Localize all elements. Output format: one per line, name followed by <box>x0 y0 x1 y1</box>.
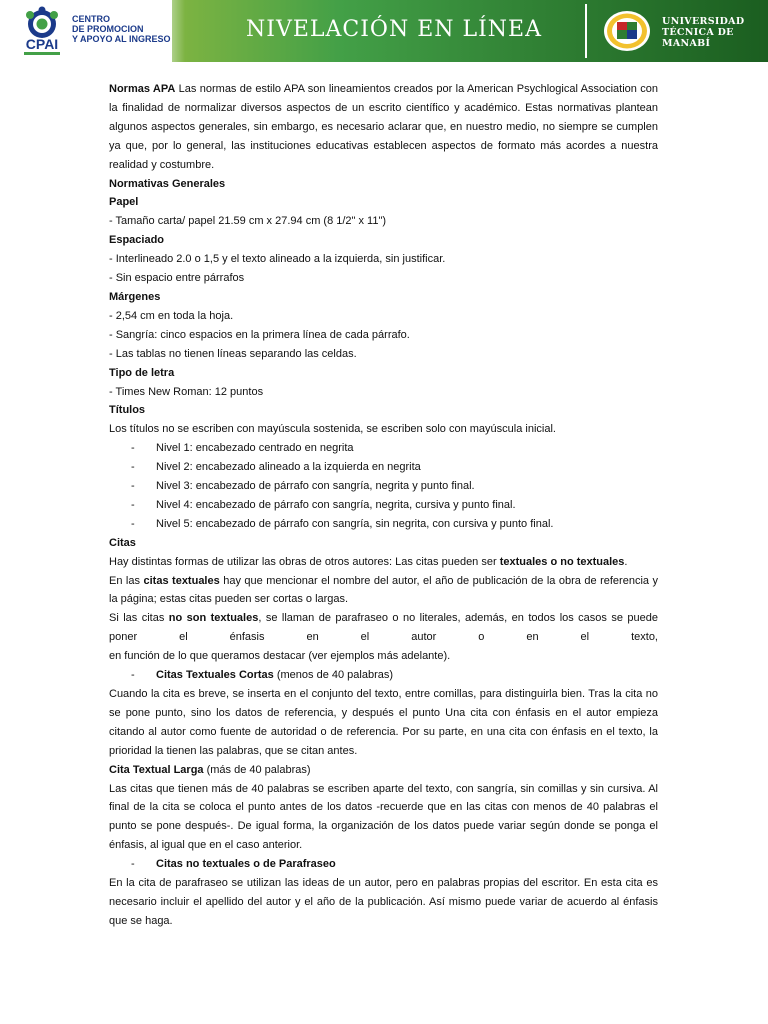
subheading-larga <box>109 761 658 780</box>
tipo-letra-item-1: - Times New Roman: 12 puntos <box>109 385 264 398</box>
larga-title: Cita Textual Larga <box>109 763 204 776</box>
list-dash: - <box>131 669 135 682</box>
citas-paragraph-3-end: en función de lo que queramos destacar (ver ejemplos más adelante). <box>109 650 451 663</box>
list-item <box>109 439 658 458</box>
citas-p3-c: , se llaman de parafraseo o no literales, además, en todos los casos se puede poner el énfasis en el autor o en el texto, <box>109 612 659 644</box>
citas-p2-b: citas textuales <box>143 574 220 587</box>
heading-margenes: Márgenes <box>109 290 161 303</box>
citas-p2-c: hay que mencionar el nombre del autor, el año de publicación de la obra de referencia y la página; estas citas pueden ser cortas o largas. <box>109 574 658 606</box>
nivel-5: Nivel 5: encabezado de párrafo con sangría, sin negrita, con cursiva y punto final. <box>156 517 554 530</box>
citas-p3-b: no son textuales <box>168 612 259 625</box>
university-line-3: MANABÍ <box>662 38 711 49</box>
citas-paragraph-2 <box>109 572 658 610</box>
titulos-text: Los títulos no se escriben con mayúscula sostenida, se escriben solo con mayúscula inicial. <box>109 423 556 436</box>
cpai-line-3: Y APOYO AL INGRESO <box>72 34 171 44</box>
citas-p2-a: En las <box>109 574 144 587</box>
section-normativas: Normativas Generales <box>109 177 226 190</box>
cpai-name: CPAI <box>25 36 59 52</box>
cpai-line-2: DE PROMOCION <box>72 24 144 34</box>
parafraseo-title: Citas no textuales o de Parafraseo <box>156 858 336 871</box>
nivel-4: Nivel 4: encabezado de párrafo con sangría, negrita, cursiva y punto final. <box>156 498 516 511</box>
cpai-logo-icon <box>14 6 70 58</box>
margenes-item-3: - Las tablas no tienen líneas separando las celdas. <box>109 347 357 360</box>
university-line-1: UNIVERSIDAD <box>662 16 745 27</box>
subheading-cortas <box>109 666 658 685</box>
cpai-subtitle <box>72 14 171 44</box>
list-dash: - <box>131 442 135 455</box>
cpai-line-1: CENTRO <box>72 14 110 24</box>
list-item <box>109 515 658 534</box>
citas-p3-a: Si las citas <box>109 612 169 625</box>
list-item <box>109 477 658 496</box>
university-seal-icon <box>603 10 651 52</box>
larga-paragraph: Las citas que tienen más de 40 palabras se escriben aparte del texto, con sangría, sin comillas y sin cursiva. Al final de la cita se coloca el punto antes de los datos -recuerde que en las citas con menos de 40 palabras el punto se pone después-. De igual forma, la organización de los datos puede variar según donde se ponga el énfasis, al igual que en el caso anterior. <box>109 782 658 852</box>
document-body <box>109 80 658 931</box>
heading-tipo-letra: Tipo de letra <box>109 366 175 379</box>
list-item <box>109 458 658 477</box>
cortas-title: Citas Textuales Cortas <box>156 669 274 682</box>
banner-title: NIVELACIÓN EN LÍNEA <box>246 17 542 42</box>
heading-papel: Papel <box>109 196 139 209</box>
list-dash: - <box>131 498 135 511</box>
heading-titulos: Títulos <box>109 404 146 417</box>
citas-p1-a: Hay distintas formas de utilizar las obras de otros autores: Las citas pueden ser <box>109 555 500 568</box>
list-dash: - <box>131 461 135 474</box>
list-dash: - <box>131 858 135 871</box>
citas-p1-b: textuales o no textuales <box>499 555 625 568</box>
list-dash: - <box>131 517 135 530</box>
intro-text: Las normas de estilo APA son lineamientos creados por la American Psychlogical Association con la finalidad de normalizar diversos aspectos de un escrito científico y académico. Estas normativas plantean algunos aspectos generales, sin embargo, es necesario aclarar que, en nuestro medio, no siempre se cumplen ya que, por lo general, las instituciones educativas establecen aspectos de formato más acordes a nuestra realidad y costumbre. <box>109 83 658 171</box>
citas-paragraph-1 <box>109 553 658 572</box>
intro-paragraph <box>109 80 658 175</box>
cortas-paragraph: Cuando la cita es breve, se inserta en el conjunto del texto, entre comillas, para distinguirla bien. Tras la cita no se pone punto, sino los datos de referencia, y después el punto Una cita con énfasis en el autor empieza citando al autor como fuente de autoridad o de referencia. Por su parte, en una cita con énfasis en el texto, la prioridad la tienen las palabras, que se citan antes. <box>109 688 658 757</box>
list-dash: - <box>131 480 135 493</box>
subheading-parafraseo <box>109 855 658 874</box>
margenes-item-1: - 2,54 cm en toda la hoja. <box>109 309 234 322</box>
nivel-1: Nivel 1: encabezado centrado en negrita <box>156 442 354 455</box>
nivel-2: Nivel 2: encabezado alineado a la izquierda en negrita <box>156 461 421 474</box>
heading-espaciado: Espaciado <box>109 234 165 247</box>
university-name <box>662 16 744 49</box>
banner-divider <box>585 4 587 58</box>
heading-citas: Citas <box>109 536 136 549</box>
cortas-note: (menos de 40 palabras) <box>273 669 394 682</box>
papel-item-1: - Tamaño carta/ papel 21.59 cm x 27.94 cm (8 1/2" x 11") <box>109 215 387 228</box>
list-item <box>109 496 658 515</box>
margenes-item-2: - Sangría: cinco espacios en la primera línea de cada párrafo. <box>109 328 410 341</box>
university-line-2: TÉCNICA DE <box>662 27 734 38</box>
citas-paragraph-3 <box>109 609 658 647</box>
espaciado-item-2: - Sin espacio entre párrafos <box>109 272 245 285</box>
header-banner <box>0 0 768 62</box>
larga-note: (más de 40 palabras) <box>203 763 311 776</box>
parafraseo-paragraph: En la cita de parafraseo se utilizan las ideas de un autor, pero en palabras propias del escritor. En esta cita es necesario incluir el apellido del autor y el año de la publicación. Así mismo puede variar de acuerdo al énfasis que se haga. <box>109 877 658 927</box>
nivel-3: Nivel 3: encabezado de párrafo con sangría, negrita y punto final. <box>156 480 475 493</box>
espaciado-item-1: - Interlineado 2.0 o 1,5 y el texto alineado a la izquierda, sin justificar. <box>109 253 446 266</box>
citas-p1-c: . <box>624 555 628 568</box>
intro-title: Normas APA <box>109 83 176 95</box>
